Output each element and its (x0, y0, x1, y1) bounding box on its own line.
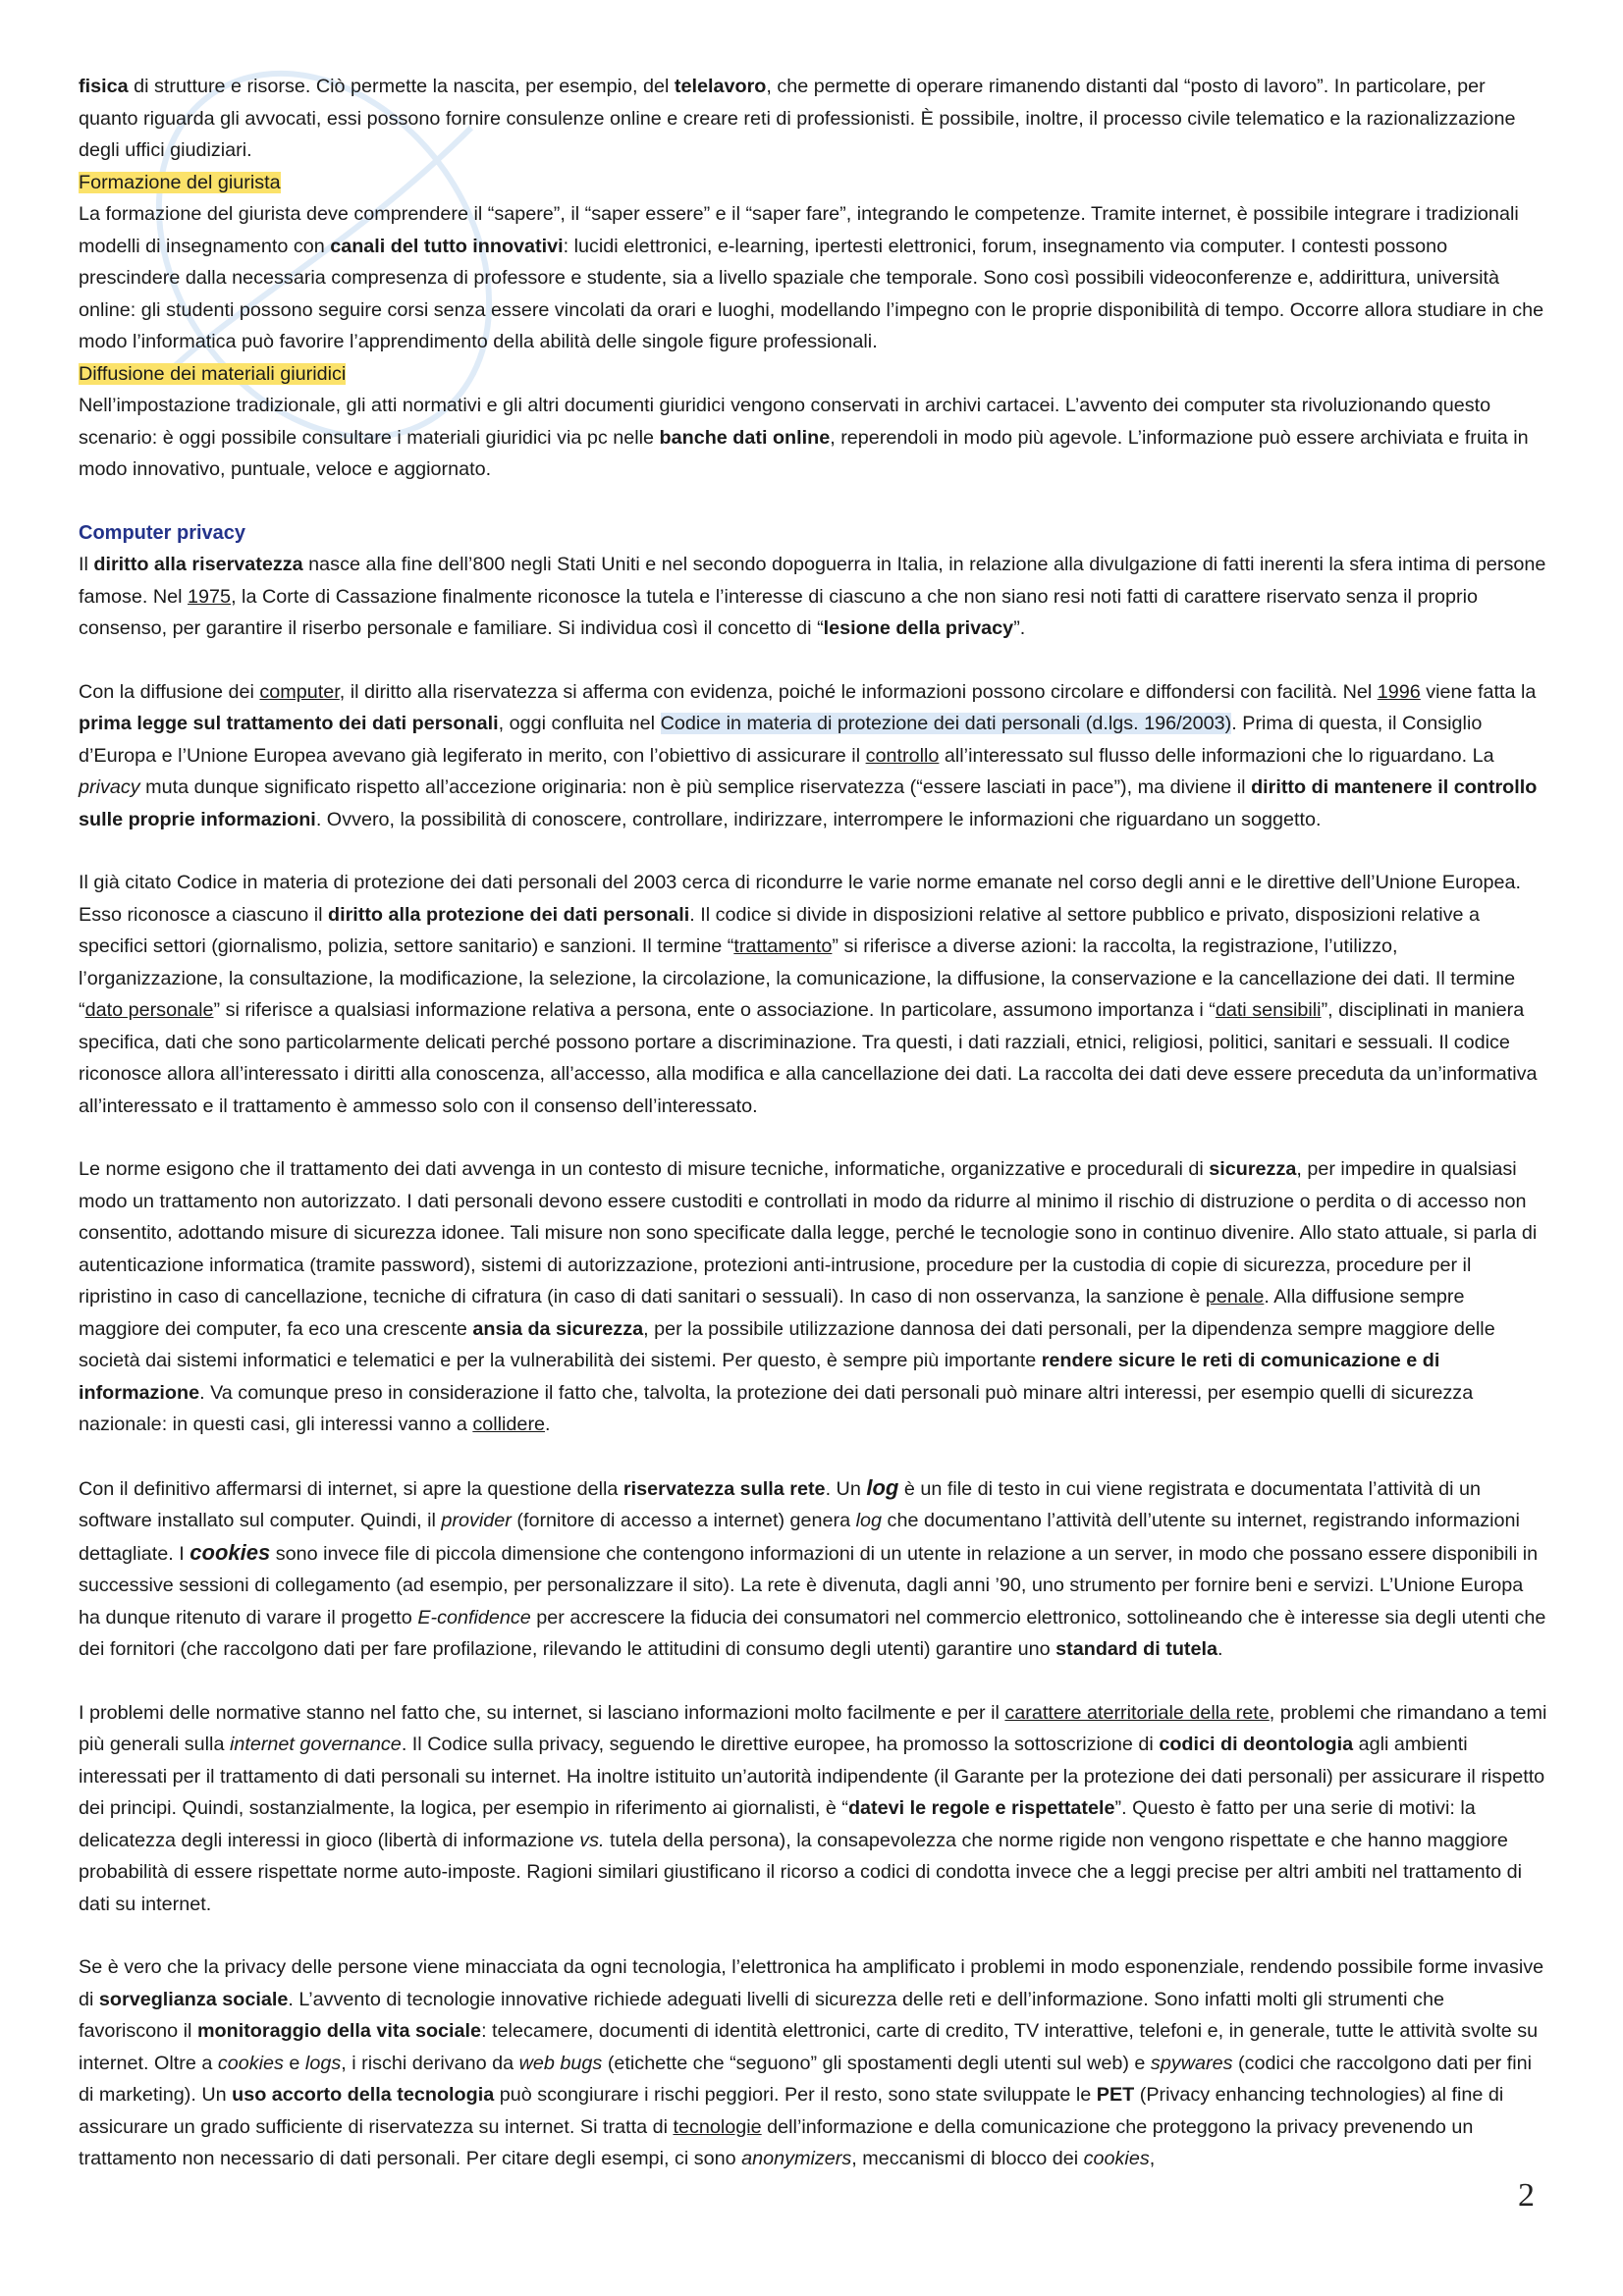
underlined-text: trattamento (733, 935, 833, 957)
text-run: ”, disciplinati in maniera specifica, dati che sono particolarmente delicati perché possono portare a discriminazione. Tra questi, i dati razziali, etnici, religiosi, politici, sanitari e sessuali. Il codice riconosce allora all’interessato i diritti alla conoscenza, all’accesso, alla modifica e alla cancellazione dei dati. La raccolta dei dati deve essere preceduta da un’informativa all’interessato e il trattamento è ammesso solo con il consenso dell’interessato. (79, 999, 1538, 1117)
text-run: . Prima di questa, il Consiglio d’Europa e l’Unione Europea avevano già legiferato in merito, con l’obiettivo di assicurare il (79, 713, 1483, 767)
bold-text: telelavoro (674, 76, 767, 97)
text-run: . Alla diffusione sempre maggiore dei computer, fa eco una crescente (79, 1286, 1465, 1340)
text-run: . L’avvento di tecnologie innovative richiede adeguati livelli di sicurezza delle reti e dell’informazione. Sono infatti molti gli strumenti che favoriscono il (79, 1988, 1444, 2042)
underlined-text: tecnologie (673, 2115, 762, 2138)
section-heading (79, 517, 1547, 550)
text-run: per accrescere la fiducia dei consumatori nel commercio elettronico, sottolineando che è interesse sia degli utenti che dei fornitori (che raccolgono dati per fare profilazione, rilevando le attitudini di consumo degli utenti) garantire uno (79, 1606, 1546, 1660)
bold-text: codici di deontologia (1159, 1734, 1354, 1755)
bold-text: uso accorto della tecnologia (232, 2084, 495, 2106)
text-run: La formazione del giurista deve comprendere il “sapere”, il “saper essere” e il “saper fare”, integrando le competenze. Tramite internet, è possibile integrare i tradizionali modelli di insegnamento con (79, 203, 1519, 257)
paragraph (79, 867, 1547, 1122)
bold-text: sicurezza (1209, 1158, 1297, 1180)
underlined-text: 1996 (1377, 680, 1421, 703)
italic-text: log (855, 1510, 883, 1531)
text-run: ”. (1013, 617, 1026, 639)
highlighted-text: Codice in materia di protezione dei dati personali (d.lgs. 196/2003) (660, 713, 1232, 734)
text-run: (codici che raccolgono dati per fini di marketing). Un (79, 2052, 1533, 2106)
text-run: . Il Codice sulla privacy, seguendo le direttive europee, ha promosso la sottoscrizione di (401, 1734, 1160, 1755)
text-run: nasce alla fine dell’800 negli Stati Uniti e nel secondo dopoguerra in Italia, in relazione alla divulgazione di fatti inerenti la sfera intima di persone famose. Nel (79, 554, 1546, 608)
text-run: ” si riferisce a qualsiasi informazione relativa a persona, ente o associazione. In particolare, assumono importanza i “ (213, 999, 1216, 1021)
italic-text: logs (304, 2052, 342, 2074)
text-run: , per impedire in qualsiasi modo un trattamento non autorizzato. I dati personali devono essere custoditi e controllati in modo da ridurre al minimo il rischio di distruzione o perdita o di accesso non consentito, adottando misure di sicurezza idonee. Tali misure non sono specificate dalla legge, perché le tecnologie sono in continuo divenire. Allo stato attuale, si parla di autenticazione informatica (tramite password), sistemi di autorizzazione, protezioni anti-intrusione, procedure per la custodia di copie di sicurezza, procedure per il ripristino in caso di cancellazione, tecniche di cifratura (in caso di dati sanitari o sessuali). In caso di non osservanza, la sanzione è (79, 1158, 1538, 1308)
text-run: , (1149, 2148, 1156, 2169)
italic-text: E-confidence (417, 1606, 531, 1629)
text-run: , i rischi derivano da (341, 2052, 519, 2074)
text-run: : lucidi elettronici, e-learning, ipertesti elettronici, forum, insegnamento via computer. I contesti possono prescindere dalla necessaria compresenza di professore e studente, sia a livello spaziale che temporale. Sono così possibili videoconferenze e, addirittura, università online: gli studenti possono seguire corsi senza essere vincolati da orari e luoghi, modellando l’impegno con le proprie disponibilità di tempo. Occorre allora studiare in che modo l’informatica può favorire l’apprendimento della abilità delle singole figure professionali. (79, 235, 1544, 352)
paragraph (79, 1153, 1547, 1441)
italic-text: privacy (79, 776, 140, 798)
emphasized-term: log (866, 1474, 899, 1500)
text-run: , reperendoli in modo più agevole. L’informazione può essere archiviata e fruita in modo innovativo, puntuale, veloce e aggiornato. (79, 426, 1529, 480)
text-run: : telecamere, documenti di identità elettronici, carte di credito, TV interattive, telefoni e, in generale, tutte le attività svolte su internet. Oltre a (79, 2020, 1539, 2074)
underlined-text: carattere aterritoriale della rete (1004, 1701, 1270, 1724)
text-run: è un file di testo in cui viene registrata e documentata l’attività di un software installato sul computer. Quindi, il (79, 1477, 1482, 1531)
text-run: agli ambienti interessati per il trattamento di dati personali su internet. Ha inoltre istituito un’autorità indipendente (il Garante per la protezione dei dati personali) per assicurare il rispetto dei principi. Quindi, sostanzialmente, la logica, per esempio in riferimento ai giornalisti, è “ (79, 1734, 1545, 1819)
text-run: , per la possibile utilizzazione dannosa dei dati personali, per la dipendenza sempre maggiore delle società dai sistemi informatici e telematici e per la vulnerabilità dei sistemi. Per questo, è sempre più importante (79, 1317, 1495, 1371)
text-run: Con il definitivo affermarsi di internet, si apre la questione della (79, 1477, 623, 1500)
highlighted-subheading: Formazione del giurista (79, 171, 281, 193)
text-run: , problemi che rimandano a temi più generali sulla (79, 1701, 1547, 1755)
paragraph (79, 1472, 1547, 1666)
text-run: Il (79, 554, 94, 575)
text-run: . (545, 1414, 551, 1435)
italic-text: provider (441, 1510, 512, 1531)
text-run: (etichette che “seguono” gli spostamenti degli utenti sul web) e (602, 2052, 1151, 2074)
bold-text: riservatezza sulla rete (622, 1477, 826, 1500)
text-run: , oggi confluita nel (498, 713, 661, 734)
text-run: I problemi delle normative stanno nel fatto che, su internet, si lasciano informazioni molto facilmente e per il (79, 1701, 1005, 1724)
paragraph-gap (79, 1441, 1547, 1472)
bold-text: diritto alla riservatezza (93, 554, 303, 575)
italic-text: anonymizers (741, 2148, 852, 2169)
underlined-text: controllo (865, 744, 940, 767)
underlined-text: 1975 (188, 585, 232, 608)
text-run: che documentano l’attività dell’utente su internet, registrando informazioni dettagliate. I (79, 1510, 1520, 1565)
text-run: , meccanismi di blocco dei (851, 2148, 1084, 2169)
page-number: 2 (1518, 2177, 1535, 2214)
bold-text: standard di tutela (1055, 1638, 1218, 1660)
paragraph (79, 1697, 1547, 1921)
text-run: , che permette di operare rimanendo distanti dal “posto di lavoro”. In particolare, per quanto riguarda gli avvocati, essi possono fornire consulenze online e creare reti di professionisti. È possibile, inoltre, il processo civile telematico e la razionalizzazione degli uffici giudiziari. (79, 76, 1516, 161)
text-run: . Ovvero, la possibilità di conoscere, controllare, indirizzare, interrompere le informazioni che riguardano un soggetto. (315, 808, 1322, 830)
italic-text: vs. (579, 1829, 605, 1851)
paragraph (79, 549, 1547, 645)
bold-text: PET (1096, 2084, 1135, 2106)
text-run: , il diritto alla riservatezza si afferma con evidenza, poiché le informazioni possono circolare e diffondersi con facilità. Nel (339, 680, 1378, 703)
paragraph-gap (79, 1666, 1547, 1697)
text-run: ” si riferisce a diverse azioni: la raccolta, la registrazione, l’utilizzo, l’organizzazione, la consultazione, la modificazione, la selezione, la circolazione, la comunicazione, la diffusione, la conservazione e la cancellazione dei dati. Il termine “ (79, 935, 1516, 1021)
text-run: Le norme esigono che il trattamento dei dati avvenga in un contesto di misure tecniche, informatiche, organizzative e procedurali di (79, 1158, 1210, 1180)
text-run: (fornitore di accesso a internet) genera (511, 1510, 856, 1531)
paragraph (79, 1951, 1547, 2175)
italic-text: cookies (1083, 2148, 1150, 2169)
paragraph (79, 198, 1547, 358)
text-run: di strutture e risorse. Ciò permette la nascita, per esempio, del (128, 76, 675, 97)
text-run: sono invece file di piccola dimensione che contengono informazioni di un utente in relazione a un server, in modo che possano essere disponibili in successive sessioni di collegamento (ad esempio, per personalizzare il sito). La rete è divenuta, dagli anni ’90, uno strumento per fornire beni e servizi. L’Unione Europa ha dunque ritenuto di varare il progetto (79, 1542, 1539, 1629)
text-run: Il già citato Codice in materia di protezione dei dati personali del 2003 cerca di ricondurre le varie norme emanate nel corso degli anni e le direttive dell’Unione Europea. Esso riconosce a ciascuno il (79, 872, 1522, 926)
italic-text: web bugs (518, 2052, 603, 2074)
text-run: Nell’impostazione tradizionale, gli atti normativi e gli altri documenti giuridici vengono conservati in archivi cartacei. L’avvento dei computer sta rivoluzionando questo scenario: è oggi possibile consultare i materiali giuridici via pc nelle (79, 395, 1491, 449)
text-run: Computer privacy (79, 521, 246, 544)
emphasized-term: cookies (189, 1539, 271, 1565)
paragraph (79, 358, 1547, 391)
bold-text: ansia da sicurezza (472, 1317, 644, 1340)
text-run: tutela della persona), la consapevolezza che norme rigide non vengono rispettate e che hanno maggiore probabilità di essere rispettate norme auto-imposte. Ragioni similari giustificano il ricorso a codici di condotta invece che a leggi precise per altri ambiti nel trattamento di dati su internet. (79, 1829, 1523, 1915)
text-run: può scongiurare i rischi peggiori. Per il resto, sono state sviluppate le (494, 2084, 1097, 2106)
text-run: , la Corte di Cassazione finalmente riconosce la tutela e l’interesse di ciascuno a che non siano resi noti fatti di carattere riservato senza il proprio consenso, per garantire il riserbo personale e familiare. Si individua così il concetto di “ (79, 585, 1479, 639)
text-run: Se è vero che la privacy delle persone viene minacciata da ogni tecnologia, l’elettronica ha amplificato i problemi in modo esponenziale, rendendo possibile forme invasive di (79, 1956, 1544, 2010)
highlighted-subheading: Diffusione dei materiali giuridici (79, 362, 347, 385)
text-run: . Il codice si divide in disposizioni relative al settore pubblico e privato, disposizioni relative a specifici settori (giornalismo, polizia, settore sanitario) e sanzioni. Il termine “ (79, 903, 1481, 957)
paragraph (79, 167, 1547, 199)
text-run: all’interessato sul flusso delle informazioni che lo riguardano. La (939, 744, 1494, 767)
paragraph-gap (79, 835, 1547, 867)
bold-text: lesione della privacy (823, 617, 1014, 639)
text-run: . (1217, 1638, 1223, 1660)
bold-text: prima legge sul trattamento dei dati personali (79, 713, 499, 734)
italic-text: internet governance (229, 1734, 402, 1755)
underlined-text: dati sensibili (1215, 999, 1322, 1021)
underlined-text: computer (259, 680, 340, 703)
italic-text: spywares (1150, 2052, 1233, 2074)
bold-text: sorveglianza sociale (98, 1988, 289, 2010)
underlined-text: penale (1205, 1286, 1265, 1308)
bold-text: canali del tutto innovativi (330, 235, 564, 257)
text-run: viene fatta la (1420, 680, 1537, 703)
bold-text: diritto di mantenere il controllo sulle proprie informazioni (79, 776, 1538, 830)
document-body (79, 71, 1547, 2175)
bold-text: diritto alla protezione dei dati personali (327, 903, 690, 926)
paragraph-gap (79, 1122, 1547, 1153)
paragraph (79, 676, 1547, 836)
bold-text: monitoraggio della vita sociale (196, 2020, 482, 2042)
bold-text: datevi le regole e rispettatele (847, 1797, 1115, 1819)
text-run: e (283, 2052, 305, 2074)
text-run: Con la diffusione dei (79, 680, 260, 703)
text-run: ”. Questo è fatto per una serie di motivi: la delicatezza degli interessi in gioco (libertà di informazione (79, 1797, 1476, 1851)
text-run: . Un (825, 1477, 867, 1500)
text-run: muta dunque significato rispetto all’accezione originaria: non è più semplice riservatezza (“essere lasciati in pace”), ma diviene il (139, 776, 1252, 798)
paragraph (79, 71, 1547, 167)
text-run: . Va comunque preso in considerazione il fatto che, talvolta, la protezione dei dati personali può minare altri interessi, per esempio quelli di sicurezza nazionale: in questi casi, gli interessi vanno a (79, 1381, 1474, 1435)
underlined-text: dato personale (84, 999, 214, 1021)
text-run: (Privacy enhancing technologies) al fine di assicurare un grado sufficiente di riservatezza su internet. Si tratta di (79, 2084, 1504, 2138)
bold-text: rendere sicure le reti di comunicazione e di informazione (79, 1350, 1440, 1404)
paragraph-gap (79, 486, 1547, 517)
text-run: dell’informazione e della comunicazione che proteggono la privacy prevenendo un trattamento non necessario di dati personali. Per citare degli esempi, ci sono (79, 2115, 1474, 2169)
underlined-text: collidere (472, 1414, 546, 1435)
bold-text: fisica (79, 76, 129, 97)
paragraph (79, 390, 1547, 486)
bold-text: banche dati online (659, 426, 831, 449)
paragraph-gap (79, 645, 1547, 676)
paragraph-gap (79, 1920, 1547, 1951)
italic-text: cookies (217, 2052, 284, 2074)
